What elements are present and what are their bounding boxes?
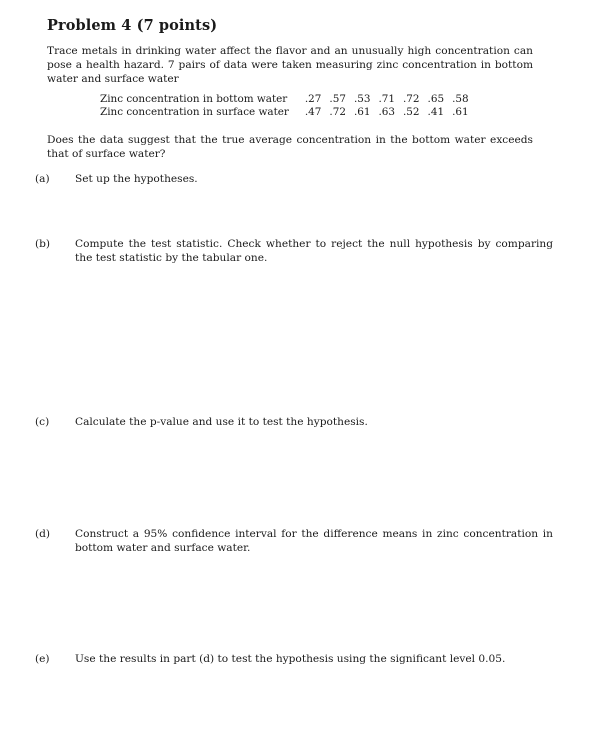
question-paragraph: Does the data suggest that the true average concentration in the bottom water exceeds that of surface water? bbox=[47, 134, 533, 161]
table-cell: .63 bbox=[378, 105, 395, 118]
table-cell: .53 bbox=[353, 93, 371, 105]
part-label: (e) bbox=[35, 653, 50, 665]
table-cell: .65 bbox=[427, 93, 445, 105]
part-text: Set up the hypotheses. bbox=[75, 173, 198, 185]
table-cell: .58 bbox=[452, 93, 469, 105]
table-cell: .71 bbox=[378, 93, 395, 105]
part-c bbox=[35, 415, 553, 429]
part-text: Calculate the p-value and use it to test the hypothesis. bbox=[75, 416, 368, 428]
table-cell: .52 bbox=[403, 105, 420, 118]
table-row-surface bbox=[100, 106, 473, 119]
table-cell: .72 bbox=[329, 105, 346, 118]
part-label: (c) bbox=[35, 416, 50, 428]
row-label: Zinc concentration in surface water bbox=[100, 105, 289, 118]
part-text: Compute the test statistic. Check whether to reject the null hypothesis by comparing the test statistic by the tabular one. bbox=[75, 238, 553, 265]
part-label: (a) bbox=[35, 173, 50, 185]
table-cell: .57 bbox=[329, 93, 346, 105]
row-label: Zinc concentration in bottom water bbox=[100, 93, 288, 105]
table-cell: .72 bbox=[403, 93, 420, 105]
table-row-bottom bbox=[100, 93, 473, 106]
part-b bbox=[35, 237, 553, 265]
part-a bbox=[35, 172, 553, 186]
table-cell: .47 bbox=[304, 105, 322, 118]
table-cell: .27 bbox=[304, 93, 322, 105]
part-label: (b) bbox=[35, 238, 51, 250]
part-text: Use the results in part (d) to test the hypothesis using the significant level 0.05. bbox=[75, 653, 506, 665]
zinc-data-table bbox=[100, 93, 473, 119]
table-cell: .41 bbox=[427, 105, 445, 118]
problem-title: Problem 4 (7 points) bbox=[47, 17, 218, 34]
part-label: (d) bbox=[35, 528, 51, 540]
table-cell: .61 bbox=[353, 105, 371, 118]
part-d bbox=[35, 527, 553, 555]
part-e bbox=[35, 652, 553, 666]
intro-paragraph: Trace metals in drinking water affect the flavor and an unusually high concentration can pose a health hazard. 7 pairs of data were taken measuring zinc concentration in bottom water and surface water bbox=[47, 45, 533, 86]
part-text: Construct a 95% confidence interval for the difference means in zinc concentration in bottom water and surface water. bbox=[75, 528, 553, 555]
table-cell: .61 bbox=[452, 105, 469, 118]
